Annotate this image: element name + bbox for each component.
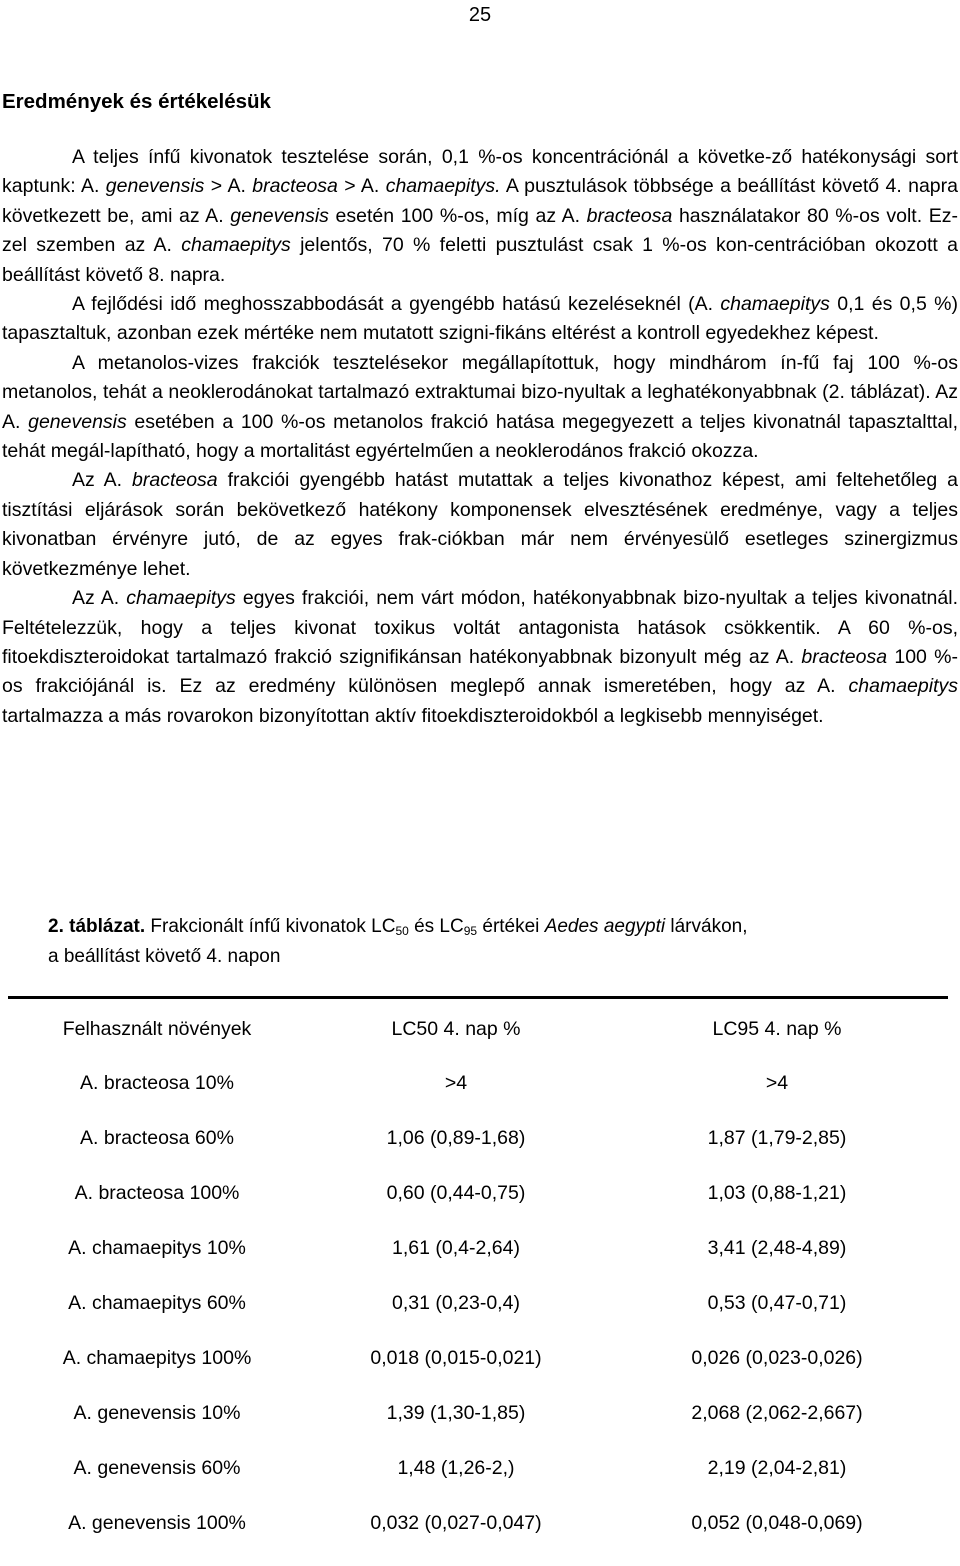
lc95-cell: 0,052 (0,048-0,069) — [691, 1512, 863, 1534]
lc95-cell: 0,53 (0,47-0,71) — [707, 1292, 847, 1314]
table-top-rule — [8, 996, 948, 999]
plant-cell: A. bracteosa 10% — [80, 1072, 234, 1094]
table-row — [8, 1221, 948, 1276]
paragraph-text: A fejlődési idő meghosszabbodását a gyengébb hatású kezeléseknél (A. — [72, 293, 721, 316]
paragraph-text: > A. — [204, 175, 253, 198]
paragraph-text: Az A. — [72, 587, 127, 610]
paragraph — [2, 466, 958, 584]
body-text — [2, 143, 958, 731]
paragraph-text: használatakor 80 %-os volt. Ez-zel szemben az A. — [2, 204, 958, 257]
caption-text: és LC — [408, 916, 464, 937]
caption-subscript: 50 — [395, 924, 409, 938]
results-table — [8, 1002, 948, 1551]
species-name: chamaepitys — [181, 234, 291, 257]
lc95-cell: 2,19 (2,04-2,81) — [707, 1457, 847, 1479]
paragraph — [2, 290, 958, 349]
table-row — [8, 1056, 948, 1111]
species-name: bracteosa — [801, 645, 888, 668]
species-name: chamaepitys. — [385, 175, 501, 198]
table-row — [8, 1386, 948, 1441]
paragraph-text: > A. — [337, 175, 386, 198]
lc50-cell: >4 — [444, 1072, 468, 1094]
species-name: chamaepitys — [848, 675, 958, 698]
lc95-cell: 2,068 (2,062-2,667) — [691, 1402, 863, 1424]
caption-label: 2. táblázat. — [48, 916, 146, 937]
caption-species: Aedes aegypti — [544, 916, 666, 937]
species-name: genevensis — [28, 410, 127, 433]
species-name: chamaepitys — [126, 587, 236, 610]
plant-cell: A. bracteosa 60% — [80, 1127, 234, 1149]
lc50-cell: 1,39 (1,30-1,85) — [386, 1402, 526, 1424]
species-name: bracteosa — [586, 204, 673, 227]
table-row — [8, 1111, 948, 1166]
paragraph-text: 100 %-os frakciójánál is. Ez az eredmény különösen meglepő annak ismeretében, hogy az A. — [2, 645, 959, 698]
plant-cell: A. bracteosa 100% — [74, 1182, 240, 1204]
paragraph — [2, 349, 958, 467]
lc95-cell: 1,03 (0,88-1,21) — [707, 1182, 847, 1204]
lc50-cell: 0,018 (0,015-0,021) — [370, 1347, 542, 1369]
species-name: genevensis — [105, 175, 205, 198]
lc95-cell: >4 — [765, 1072, 789, 1094]
caption-text: értékei — [477, 916, 545, 937]
table-row — [8, 1331, 948, 1386]
plant-cell: A. chamaepitys 100% — [62, 1347, 252, 1369]
paragraph-text: esetén 100 %-os, míg az A. — [328, 204, 587, 227]
paragraph-text: tartalmazza a más rovarokon bizonyítottan aktív fitoekdiszteroidokból a legkisebb mennyiséget. — [2, 704, 824, 727]
species-name: genevensis — [230, 204, 329, 227]
paragraph-text: A teljes ínfű kivonatok tesztelése során, 0,1 %-os koncentrációnál a követke-ző hatékonysági sort kaptunk: A. — [2, 146, 958, 198]
table-header-row — [8, 1002, 948, 1056]
species-name: bracteosa — [132, 469, 218, 492]
paragraph — [2, 584, 958, 731]
species-name: bracteosa — [252, 175, 338, 198]
table-caption — [48, 914, 908, 970]
lc50-cell: 0,032 (0,027-0,047) — [370, 1512, 542, 1534]
caption-line2: a beállítást követő 4. napon — [48, 946, 281, 967]
lc95-cell: 0,026 (0,023-0,026) — [691, 1347, 863, 1369]
table-row — [8, 1276, 948, 1331]
lc50-cell: 1,48 (1,26-2,) — [397, 1457, 515, 1479]
species-name: chamaepitys — [720, 293, 830, 316]
caption-text: Frakcionált ínfű kivonatok LC — [145, 916, 396, 937]
table-row — [8, 1166, 948, 1221]
paragraph-text: 0,1 és 0,5 %) tapasztaltuk, azonban ezek mértéke nem mutatott szigni-fikáns eltérést a kontroll egyedekhez képest. — [2, 293, 958, 345]
caption-subscript: 95 — [463, 924, 478, 938]
paragraph-text: A pusztulások többsége a beállítást követő 4. napra következett be, ami az A. — [2, 175, 958, 227]
plant-cell: A. genevensis 60% — [73, 1457, 241, 1479]
paragraph-text: frakciói gyengébb hatást mutattak a teljes kivonathoz képest, ami feltehetőleg a tisztítási eljárások során bekövetkező hatékony komponensek elvesztésének eredménye, vagy a teljes kivonatban érvényre jutó, de az egyes frak-ciókban már nem érvényesülő esetleges szinergizmus következménye lehet. — [2, 469, 958, 580]
lc95-cell: 3,41 (2,48-4,89) — [707, 1237, 847, 1259]
lc50-cell: 0,31 (0,23-0,4) — [392, 1292, 520, 1314]
header-cell: LC95 4. nap % — [712, 1017, 842, 1040]
lc50-cell: 1,06 (0,89-1,68) — [386, 1127, 526, 1149]
paragraph-text: egyes frakciói, nem várt módon, hatékonyabbnak bizo-nyultak a teljes kivonatnál. Feltételezzük, hogy a teljes kivonat toxikus voltát antagonista hatások csökkentik. A 60 %-os, fitoekdiszteroidokat tartalmazó frakció szignifikánsan hatékonyabbnak bizonyult még az A. — [2, 587, 958, 668]
plant-cell: A. genevensis 10% — [73, 1402, 241, 1424]
section-heading: Eredmények és értékelésük — [2, 90, 271, 113]
plant-cell: A. chamaepitys 10% — [68, 1237, 246, 1259]
paragraph-text: jelentős, 70 % feletti pusztulást csak 1 %-os kon-centrációban okozott a beállítást követő 8. napra. — [2, 234, 958, 286]
paragraph — [2, 143, 958, 290]
page-number: 25 — [468, 4, 492, 26]
header-cell: LC50 4. nap % — [391, 1017, 521, 1040]
lc95-cell: 1,87 (1,79-2,85) — [707, 1127, 847, 1149]
paragraph-text: Az A. — [72, 469, 133, 492]
table-row — [8, 1441, 948, 1496]
header-cell: Felhasznált növények — [62, 1017, 252, 1040]
caption-text: lárvákon, — [665, 916, 748, 937]
paragraph-text: esetében a 100 %-os metanolos frakció hatása megegyezett a teljes kivonatnál tapasztalttal, tehát megál-lapítható, hogy a mortalitást egyértelműen a neoklerodános frakció okozza. — [2, 410, 959, 463]
lc50-cell: 1,61 (0,4-2,64) — [392, 1237, 520, 1259]
plant-cell: A. genevensis 100% — [68, 1512, 246, 1534]
table-row — [8, 1496, 948, 1551]
plant-cell: A. chamaepitys 60% — [68, 1292, 246, 1314]
paragraph-text: A metanolos-vizes frakciók tesztelésekor megállapítottuk, hogy mindhárom ín-fű faj 100 %-os metanolos, tehát a neoklerodánokat tartalmazó extraktumai bizo-nyultak a leghatékonyabbnak (2. táblázat). Az A. — [2, 351, 958, 433]
lc50-cell: 0,60 (0,44-0,75) — [386, 1182, 526, 1204]
